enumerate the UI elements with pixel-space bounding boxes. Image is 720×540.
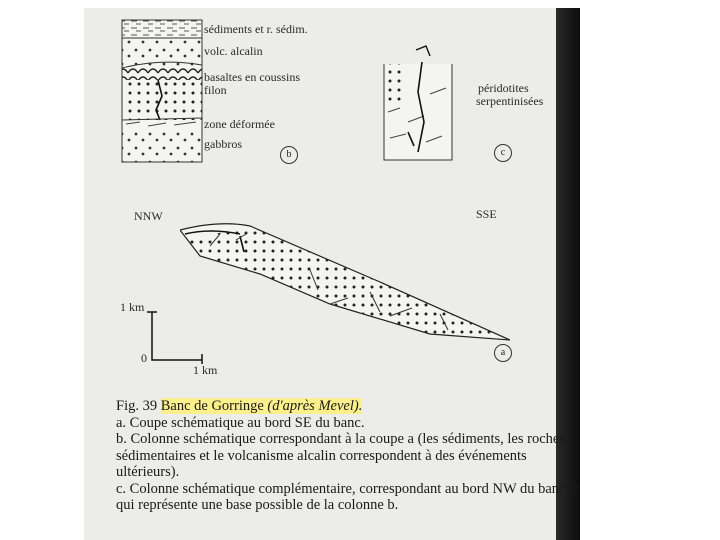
column-b-marker: b (280, 146, 298, 164)
cross-section-diagram (180, 212, 510, 352)
horizontal-scale-label: 1 km (193, 363, 218, 377)
caption-line-a: a. Coupe schématique au bord SE du banc. (116, 414, 365, 431)
figure-title: Banc de Gorringe (160, 398, 264, 414)
caption-title-line (116, 398, 586, 415)
column-b-layer-volc-alcalin: volc. alcalin (204, 44, 263, 58)
column-b-layer-pillow-basalts: basaltes en coussins (204, 70, 300, 84)
column-c-marker: c (494, 144, 512, 162)
caption-line-c: c. Colonne schématique complémentaire, correspondant au bord NW du banc et qui représente une base possible de la colonne b. (116, 480, 580, 513)
column-b-layer-gabbros: gabbros (204, 137, 242, 151)
direction-nnw: NNW (134, 209, 163, 223)
figure-caption (116, 398, 586, 514)
column-b-layer-sediments: sédiments et r. sédim. (204, 22, 308, 36)
figure-source: (d'après Mevel). (267, 398, 363, 414)
figure-number: Fig. 39 (116, 398, 158, 414)
caption-line-b: b. Colonne schématique correspondant à la coupe a (les sédiments, les roches sédimentaires et le volcanisme alcalin correspondent à des événements ultérieurs). (116, 431, 565, 480)
scale-bars (136, 298, 216, 368)
vertical-scale-label: 1 km (120, 300, 145, 314)
column-c-label-line2: serpentinisées (476, 94, 544, 108)
origin-label: 0 (141, 351, 147, 365)
column-b-diagram (118, 18, 208, 164)
column-c-label-line1: péridotites (478, 81, 529, 95)
column-b-layer-deformed-zone: zone déformée (204, 117, 275, 131)
section-a-marker: a (494, 344, 512, 362)
direction-sse: SSE (476, 207, 497, 221)
column-c-diagram (378, 42, 458, 162)
figure-title-highlight (161, 398, 363, 414)
column-b-layer-filon: filon (204, 83, 227, 97)
